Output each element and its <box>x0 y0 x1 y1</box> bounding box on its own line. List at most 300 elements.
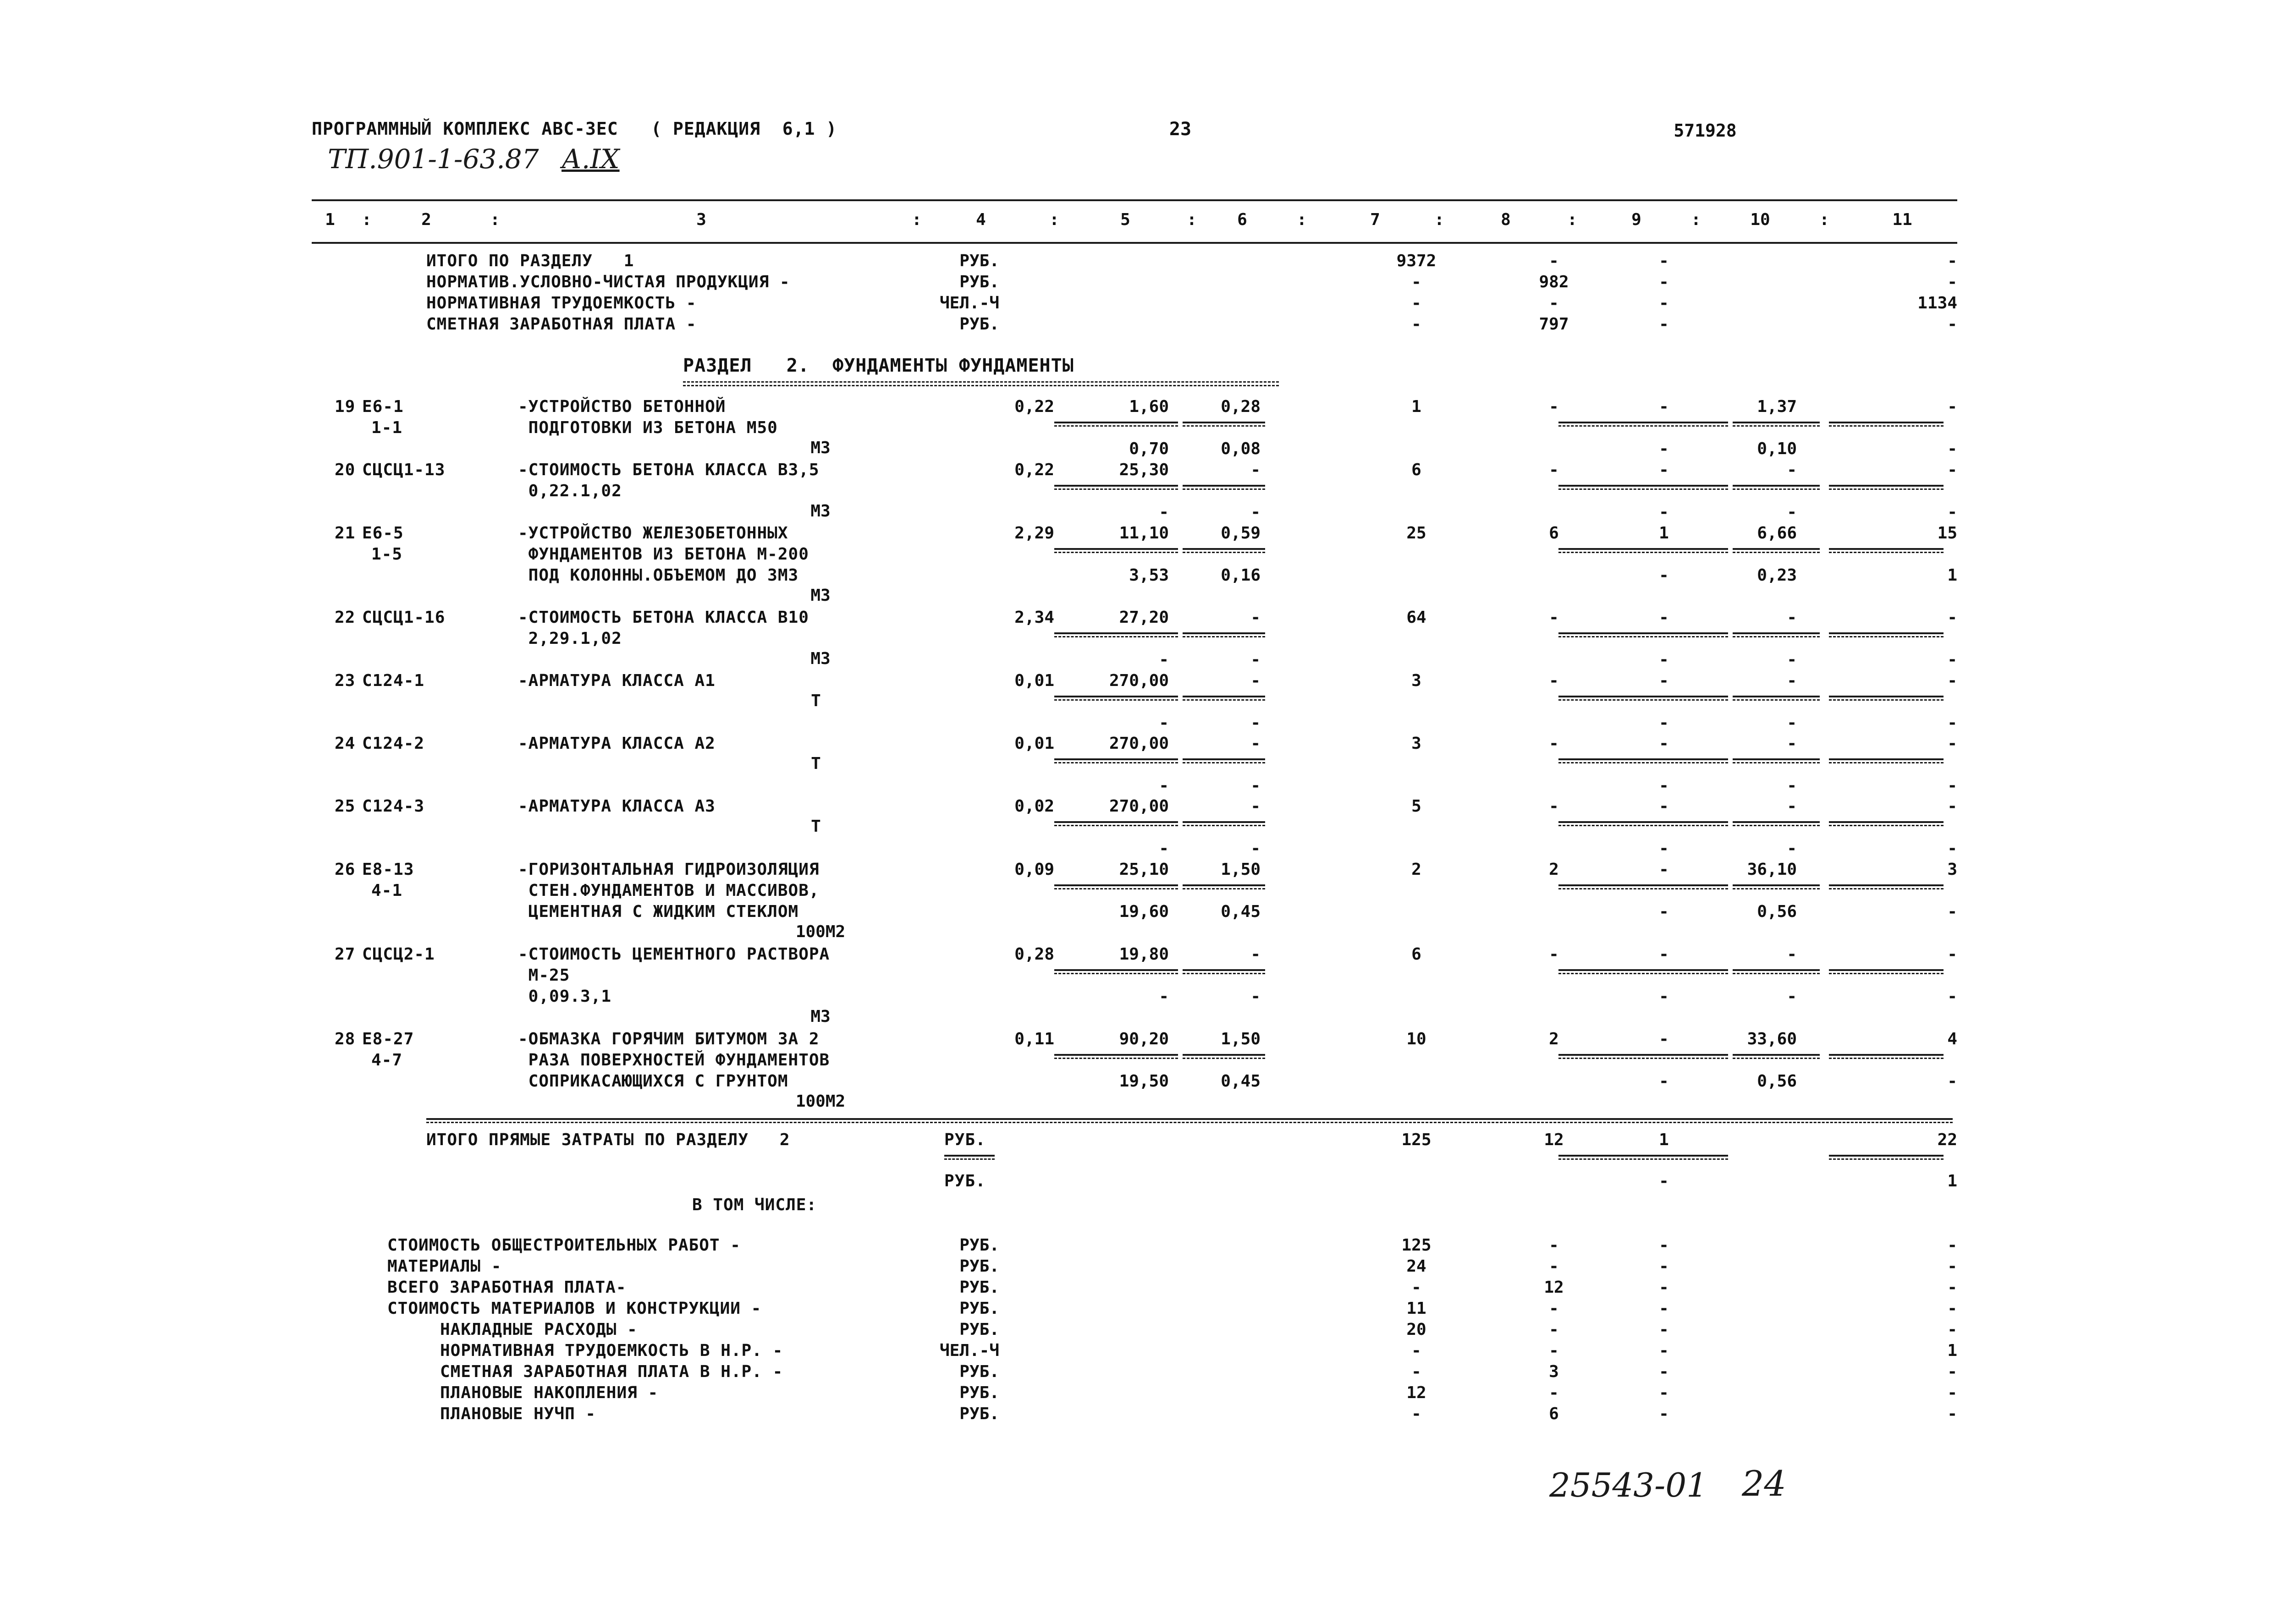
cost-cell: - <box>1947 734 1957 753</box>
breakdown-cell: - <box>1947 1299 1957 1318</box>
fraction-line <box>1054 552 1178 553</box>
fraction-line <box>1054 825 1178 826</box>
cost-cell: 6 <box>1411 945 1421 964</box>
fraction-line <box>1733 888 1820 889</box>
norm-code-2: 1-1 <box>371 418 403 437</box>
unit-label: 100М2 <box>795 1092 846 1111</box>
norm-code: С124-2 <box>362 734 425 753</box>
breakdown-cell: - <box>1947 1236 1957 1255</box>
unit-cell: РУБ. <box>959 1362 999 1381</box>
total-cell-lower: - <box>1659 1172 1669 1191</box>
header-rule-top-2 <box>1847 199 1957 201</box>
cost-cell: 5 <box>1411 797 1421 816</box>
column-number: 4 <box>976 210 986 229</box>
total-unit: РУБ. <box>944 1130 986 1149</box>
fraction-line <box>1183 696 1265 697</box>
cost-cell-lower: - <box>1947 902 1957 921</box>
fraction-line <box>1829 758 1944 760</box>
price-cell-lower: - <box>1250 987 1261 1006</box>
price-cell: 11,10 <box>1119 524 1169 543</box>
fraction-line <box>1829 821 1944 823</box>
project-number: ТП.901-1-63.87 <box>328 143 539 175</box>
cost-cell: 3 <box>1411 671 1421 690</box>
unit-cell: РУБ. <box>959 1320 999 1339</box>
price-cell-lower: - <box>1159 713 1169 732</box>
norm-code-2: 1-5 <box>371 545 403 564</box>
unit-label: М3 <box>810 1007 831 1026</box>
cost-cell-lower: - <box>1787 987 1797 1006</box>
cost-cell: 6,66 <box>1757 524 1797 543</box>
price-cell-lower: - <box>1250 713 1261 732</box>
total-cell: 125 <box>1401 1130 1432 1149</box>
work-description: -ОБМАЗКА ГОРЯЧИМ БИТУМОМ ЗА 2 <box>518 1030 820 1048</box>
column-number: 8 <box>1501 210 1511 229</box>
summary-label: НОРМАТИВНАЯ ТРУДОЕМКОСТЬ - <box>426 294 697 313</box>
norm-code: СЦСЦ1-16 <box>362 608 446 627</box>
total-cell: - <box>1659 315 1669 334</box>
fraction-line <box>1183 1054 1265 1056</box>
work-description: СТЕН.ФУНДАМЕНТОВ И МАССИВОВ, <box>518 881 820 900</box>
breakdown-cell: - <box>1549 1257 1559 1276</box>
price-cell: - <box>1250 734 1261 753</box>
price-cell-lower: 0,16 <box>1221 566 1261 585</box>
fraction-line <box>1829 1158 1944 1160</box>
fraction-line <box>1829 696 1944 697</box>
total-cell: - <box>1659 273 1669 291</box>
breakdown-cell: - <box>1411 1362 1421 1381</box>
column-number: 11 <box>1892 210 1912 229</box>
quantity-cell: 0,28 <box>1014 945 1054 964</box>
fraction-line <box>1183 425 1265 427</box>
column-separator: : <box>362 210 372 229</box>
cost-cell-lower: - <box>1787 713 1797 732</box>
fraction-line <box>1183 758 1265 760</box>
breakdown-cell: - <box>1549 1299 1559 1318</box>
cost-cell: - <box>1659 945 1669 964</box>
breakdown-cell: 24 <box>1406 1257 1426 1276</box>
fraction-line <box>1558 1054 1728 1056</box>
row-number: 21 <box>335 524 356 543</box>
unit-cell: РУБ. <box>959 1299 999 1318</box>
cost-cell: - <box>1947 461 1957 479</box>
cost-cell: - <box>1787 734 1797 753</box>
unit-label: М3 <box>810 502 831 521</box>
fraction-line <box>1733 636 1820 637</box>
fraction-line <box>1558 699 1728 701</box>
unit-cell: РУБ. <box>959 1236 999 1255</box>
price-cell: - <box>1250 461 1261 479</box>
cost-cell-lower: - <box>1947 1072 1957 1091</box>
cost-cell-lower: - <box>1659 987 1669 1006</box>
cost-cell: 2 <box>1549 860 1559 879</box>
breakdown-label: НАКЛАДНЫЕ РАСХОДЫ - <box>440 1320 638 1339</box>
breakdown-label: ПЛАНОВЫЕ НУЧП - <box>440 1405 596 1423</box>
work-description: СОПРИКАСАЮЩИХСЯ С ГРУНТОМ <box>518 1072 788 1091</box>
fraction-line <box>1558 488 1728 490</box>
work-description: -АРМАТУРА КЛАССА А3 <box>518 797 716 816</box>
breakdown-cell: - <box>1659 1362 1669 1381</box>
cost-cell: 36,10 <box>1747 860 1797 879</box>
norm-code: С124-1 <box>362 671 425 690</box>
fraction-line <box>1733 758 1820 760</box>
unit-cell: РУБ. <box>959 1278 999 1297</box>
total-rule-top-2 <box>426 1122 1953 1123</box>
section-title-underline-2 <box>683 385 1279 386</box>
row-number: 24 <box>335 734 356 753</box>
column-number: 9 <box>1631 210 1641 229</box>
fraction-line <box>1054 696 1178 697</box>
column-separator: : <box>1297 210 1307 229</box>
norm-code: СЦСЦ2-1 <box>362 945 435 964</box>
fraction-line <box>1733 699 1820 701</box>
price-cell: 1,50 <box>1221 1030 1261 1048</box>
work-description: ПОДГОТОВКИ ИЗ БЕТОНА М50 <box>518 418 778 437</box>
cost-cell: 1 <box>1411 397 1421 416</box>
cost-cell-lower: 1 <box>1947 566 1957 585</box>
fraction-line <box>1558 1058 1728 1059</box>
price-cell-lower: - <box>1250 503 1261 521</box>
cost-cell: - <box>1549 734 1559 753</box>
total-cell: 12 <box>1544 1130 1564 1149</box>
fraction-line <box>1558 888 1728 889</box>
cost-cell: - <box>1947 397 1957 416</box>
breakdown-cell: - <box>1549 1236 1559 1255</box>
fraction-line <box>1054 1054 1178 1056</box>
fraction-line <box>1183 1058 1265 1059</box>
fraction-line <box>1558 758 1728 760</box>
cost-cell-lower: - <box>1947 650 1957 669</box>
price-cell-lower: 0,08 <box>1221 439 1261 458</box>
total-cell-lower: 1 <box>1947 1172 1957 1191</box>
fraction-line <box>1054 888 1178 889</box>
breakdown-cell: - <box>1411 1278 1421 1297</box>
row-number: 28 <box>335 1030 356 1048</box>
breakdown-label: МАТЕРИАЛЫ - <box>387 1257 502 1276</box>
fraction-line <box>1733 825 1820 826</box>
cost-cell: - <box>1659 397 1669 416</box>
breakdown-cell: - <box>1659 1405 1669 1423</box>
breakdown-label: СТОИМОСТЬ МАТЕРИАЛОВ И КОНСТРУКЦИИ - <box>387 1299 762 1318</box>
price-cell: 270,00 <box>1109 734 1169 753</box>
row-number: 27 <box>335 945 356 964</box>
price-cell: 90,20 <box>1119 1030 1169 1048</box>
price-cell: 0,59 <box>1221 524 1261 543</box>
fraction-line <box>1558 485 1728 487</box>
summary-label: СМЕТНАЯ ЗАРАБОТНАЯ ПЛАТА - <box>426 315 697 334</box>
cost-cell-lower: - <box>1659 503 1669 521</box>
norm-code-2: 4-7 <box>371 1051 403 1070</box>
fraction-line <box>1829 884 1944 886</box>
total-cell: - <box>1947 273 1957 291</box>
total-cell: - <box>1947 315 1957 334</box>
column-number: 5 <box>1120 210 1130 229</box>
cost-cell: 4 <box>1947 1030 1957 1048</box>
fraction-line <box>1829 636 1944 637</box>
total-cell: 9372 <box>1396 252 1437 270</box>
fraction-line <box>1829 969 1944 971</box>
fraction-line <box>1183 636 1265 637</box>
price-cell-lower: - <box>1250 776 1261 795</box>
price-cell-lower: 19,60 <box>1119 902 1169 921</box>
cost-cell: - <box>1787 461 1797 479</box>
fraction-line <box>1829 1058 1944 1059</box>
work-description: -ГОРИЗОНТАЛЬНАЯ ГИДРОИЗОЛЯЦИЯ <box>518 860 820 879</box>
fraction-line <box>1054 973 1178 974</box>
work-description: 2,29.1,02 <box>518 629 622 648</box>
cost-cell: 2 <box>1411 860 1421 879</box>
fraction-line <box>1558 632 1728 634</box>
price-cell-lower: 19,50 <box>1119 1072 1169 1091</box>
total-cell: - <box>1411 273 1421 291</box>
breakdown-cell: - <box>1659 1299 1669 1318</box>
cost-cell-lower: - <box>1947 439 1957 458</box>
column-number: 6 <box>1237 210 1247 229</box>
fraction-line <box>1054 548 1178 550</box>
fraction-line <box>1829 888 1944 889</box>
program-header: ПРОГРАММНЫЙ КОМПЛЕКС АВС-3ЕС ( РЕДАКЦИЯ 6,1 ) <box>312 119 837 139</box>
quantity-cell: 0,22 <box>1014 461 1054 479</box>
work-description: 0,09.3,1 <box>518 987 612 1006</box>
unit-label: 100М2 <box>795 922 846 941</box>
fraction-line <box>1733 422 1820 423</box>
fraction-line <box>1829 485 1944 487</box>
unit-cell: РУБ. <box>959 315 999 334</box>
cost-cell: 6 <box>1411 461 1421 479</box>
total-cell: 1 <box>1659 1130 1669 1149</box>
price-cell: - <box>1250 608 1261 627</box>
total-cell: - <box>1549 294 1559 313</box>
row-number: 20 <box>335 461 356 479</box>
cost-cell: 3 <box>1947 860 1957 879</box>
work-description: -СТОИМОСТЬ БЕТОНА КЛАССА В3,5 <box>518 461 820 479</box>
cost-cell: - <box>1947 671 1957 690</box>
total-cell: - <box>1659 252 1669 270</box>
fraction-line <box>944 1158 995 1160</box>
fraction-line <box>1733 485 1820 487</box>
breakdown-cell: - <box>1549 1320 1559 1339</box>
page-number: 23 <box>1169 119 1192 140</box>
summary-label: ИТОГО ПО РАЗДЕЛУ 1 <box>426 252 634 270</box>
breakdown-cell: 20 <box>1406 1320 1426 1339</box>
fraction-line <box>1183 632 1265 634</box>
column-separator: : <box>1187 210 1197 229</box>
fraction-line <box>1829 825 1944 826</box>
fraction-line <box>1558 762 1728 763</box>
cost-cell: - <box>1549 397 1559 416</box>
column-number: 10 <box>1750 210 1770 229</box>
cost-cell: - <box>1947 608 1957 627</box>
fraction-line <box>1054 821 1178 823</box>
cost-cell-lower: - <box>1659 1072 1669 1091</box>
row-number: 23 <box>335 671 356 690</box>
handwritten-page-number: 24 <box>1742 1463 1786 1504</box>
price-cell-lower: - <box>1159 839 1169 858</box>
total-unit-2: РУБ. <box>944 1172 986 1191</box>
cost-cell: 1 <box>1659 524 1669 543</box>
quantity-cell: 0,02 <box>1014 797 1054 816</box>
fraction-line <box>1054 884 1178 886</box>
header-rule-bottom <box>312 242 1925 244</box>
cost-cell-lower: - <box>1659 902 1669 921</box>
breakdown-cell: 12 <box>1406 1383 1426 1402</box>
breakdown-cell: - <box>1411 1341 1421 1360</box>
total-cell: - <box>1549 252 1559 270</box>
row-number: 26 <box>335 860 356 879</box>
row-number: 19 <box>335 397 356 416</box>
cost-cell-lower: - <box>1947 987 1957 1006</box>
price-cell: 270,00 <box>1109 671 1169 690</box>
price-cell-lower: - <box>1159 503 1169 521</box>
fraction-line <box>1183 552 1265 553</box>
fraction-line <box>1733 821 1820 823</box>
unit-cell: РУБ. <box>959 1383 999 1402</box>
breakdown-cell: - <box>1659 1341 1669 1360</box>
cost-cell-lower: - <box>1947 503 1957 521</box>
price-cell: 25,30 <box>1119 461 1169 479</box>
work-description: -АРМАТУРА КЛАССА А2 <box>518 734 716 753</box>
column-separator: : <box>490 210 500 229</box>
price-cell: - <box>1250 945 1261 964</box>
quantity-cell: 0,01 <box>1014 671 1054 690</box>
price-cell: 0,28 <box>1221 397 1261 416</box>
fraction-line <box>1829 699 1944 701</box>
work-description: -СТОИМОСТЬ БЕТОНА КЛАССА В10 <box>518 608 809 627</box>
breakdown-cell: - <box>1947 1257 1957 1276</box>
column-number: 7 <box>1370 210 1380 229</box>
fraction-line <box>1829 1155 1944 1157</box>
work-description: 0,22.1,02 <box>518 482 622 500</box>
fraction-line <box>944 1155 995 1157</box>
fraction-line <box>1733 552 1820 553</box>
column-separator: : <box>1049 210 1059 229</box>
fraction-line <box>1558 425 1728 427</box>
row-number: 25 <box>335 797 356 816</box>
unit-cell: ЧЕЛ.-Ч <box>939 294 999 313</box>
cost-cell-lower: 0,56 <box>1757 902 1797 921</box>
breakdown-cell: - <box>1947 1278 1957 1297</box>
fraction-line <box>1558 825 1728 826</box>
fraction-line <box>1054 969 1178 971</box>
fraction-line <box>1183 485 1265 487</box>
breakdown-cell: 6 <box>1549 1405 1559 1423</box>
cost-cell-lower: - <box>1659 839 1669 858</box>
breakdown-cell: - <box>1947 1320 1957 1339</box>
fraction-line <box>1183 973 1265 974</box>
fraction-line <box>1054 425 1178 427</box>
fraction-line <box>1733 884 1820 886</box>
fraction-line <box>1054 1058 1178 1059</box>
price-cell: 19,80 <box>1119 945 1169 964</box>
cost-cell: - <box>1787 671 1797 690</box>
breakdown-cell: - <box>1411 1405 1421 1423</box>
norm-code-2: 4-1 <box>371 881 403 900</box>
breakdown-cell: - <box>1659 1320 1669 1339</box>
cost-cell-lower: - <box>1659 713 1669 732</box>
fraction-line <box>1829 425 1944 427</box>
cost-cell-lower: - <box>1947 713 1957 732</box>
cost-cell: - <box>1787 797 1797 816</box>
fraction-line <box>1733 632 1820 634</box>
total-cell: 982 <box>1539 273 1569 291</box>
cost-cell: 1,37 <box>1757 397 1797 416</box>
breakdown-cell: - <box>1659 1278 1669 1297</box>
work-description: -АРМАТУРА КЛАССА А1 <box>518 671 716 690</box>
cost-cell: - <box>1549 461 1559 479</box>
unit-label: Т <box>811 691 821 710</box>
fraction-line <box>1733 969 1820 971</box>
breakdown-label: СМЕТНАЯ ЗАРАБОТНАЯ ПЛАТА В Н.Р. - <box>440 1362 783 1381</box>
cost-cell: 64 <box>1406 608 1426 627</box>
column-separator: : <box>1691 210 1701 229</box>
cost-cell: 3 <box>1411 734 1421 753</box>
fraction-line <box>1558 548 1728 550</box>
fraction-line <box>1054 422 1178 423</box>
price-cell-lower: - <box>1159 650 1169 669</box>
work-description: ФУНДАМЕНТОВ ИЗ БЕТОНА М-200 <box>518 545 809 564</box>
fraction-line <box>1558 1155 1728 1157</box>
cost-cell: 10 <box>1406 1030 1426 1048</box>
cost-cell-lower: 0,10 <box>1757 439 1797 458</box>
breakdown-label: ВСЕГО ЗАРАБОТНАЯ ПЛАТА- <box>387 1278 627 1297</box>
price-cell-lower: - <box>1159 987 1169 1006</box>
cost-cell-lower: - <box>1659 776 1669 795</box>
work-description: М-25 <box>518 966 570 985</box>
work-description: РАЗА ПОВЕРХНОСТЕЙ ФУНДАМЕНТОВ <box>518 1051 830 1070</box>
work-description: -СТОИМОСТЬ ЦЕМЕНТНОГО РАСТВОРА <box>518 945 830 964</box>
unit-cell: РУБ. <box>959 1405 999 1423</box>
breakdown-cell: - <box>1947 1362 1957 1381</box>
total-cell: 22 <box>1937 1130 1957 1149</box>
section-title-underline <box>683 381 1279 383</box>
breakdown-label: НОРМАТИВНАЯ ТРУДОЕМКОСТЬ В Н.Р. - <box>440 1341 783 1360</box>
breakdown-cell: 11 <box>1406 1299 1426 1318</box>
fraction-line <box>1183 762 1265 763</box>
breakdown-cell: 12 <box>1544 1278 1564 1297</box>
fraction-line <box>1558 821 1728 823</box>
total-cell: - <box>1947 252 1957 270</box>
cost-cell: - <box>1659 671 1669 690</box>
fraction-line <box>1733 973 1820 974</box>
fraction-line <box>1829 552 1944 553</box>
cost-cell: - <box>1549 671 1559 690</box>
unit-label: М3 <box>810 439 831 457</box>
fraction-line <box>1183 422 1265 423</box>
unit-label: Т <box>811 817 821 836</box>
fraction-line <box>1054 758 1178 760</box>
fraction-line <box>1183 884 1265 886</box>
cost-cell: - <box>1659 1030 1669 1048</box>
row-number: 22 <box>335 608 356 627</box>
cost-cell: - <box>1659 860 1669 879</box>
breakdown-cell: - <box>1947 1383 1957 1402</box>
fraction-line <box>1183 699 1265 701</box>
cost-cell-lower: - <box>1787 650 1797 669</box>
norm-code: Е8-27 <box>362 1030 414 1048</box>
norm-code: Е6-1 <box>362 397 404 416</box>
price-cell: 27,20 <box>1119 608 1169 627</box>
fraction-line <box>1829 488 1944 490</box>
fraction-line <box>1733 1058 1820 1059</box>
cost-cell-lower: - <box>1787 839 1797 858</box>
header-rule-bottom-2 <box>1847 242 1957 244</box>
archive-stamp-number: 25543-01 <box>1549 1466 1707 1504</box>
total-cell: - <box>1411 315 1421 334</box>
quantity-cell: 0,01 <box>1014 734 1054 753</box>
price-cell-lower: - <box>1250 839 1261 858</box>
fraction-line <box>1558 696 1728 697</box>
cost-cell-lower: - <box>1659 566 1669 585</box>
column-separator: : <box>1819 210 1829 229</box>
